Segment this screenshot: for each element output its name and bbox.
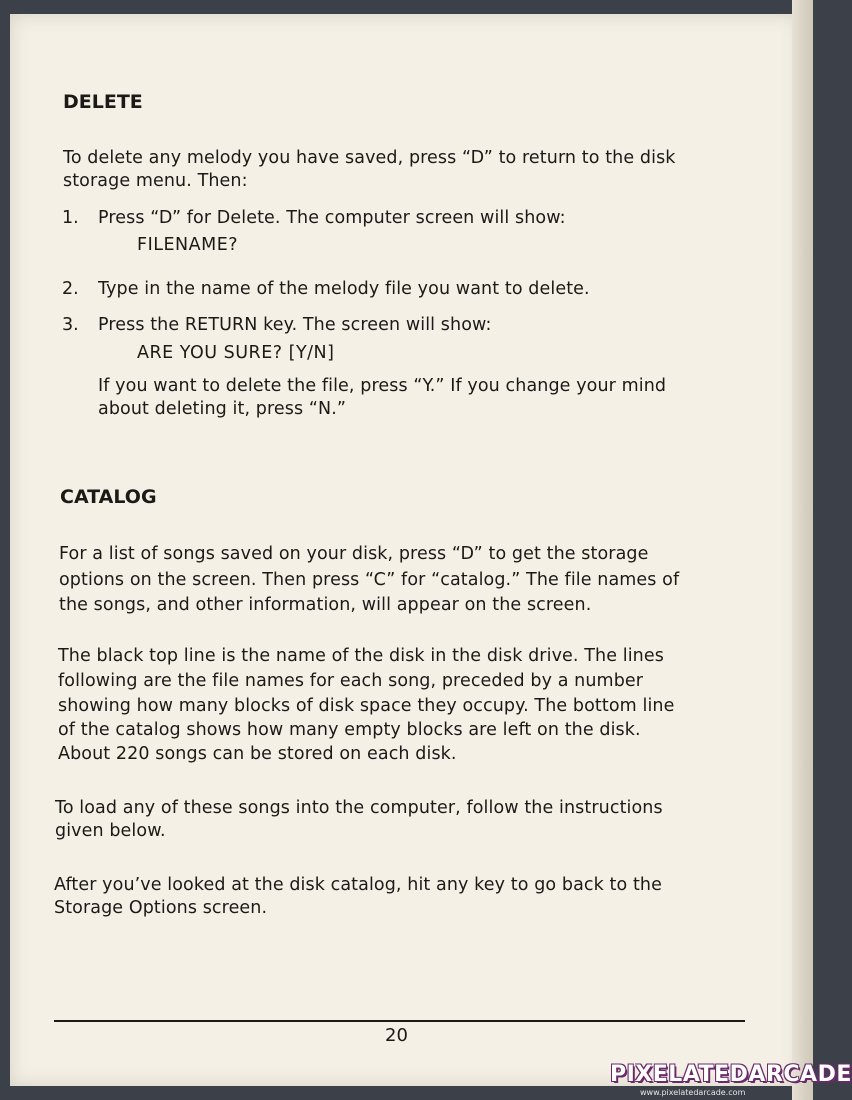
catalog-p3-line1: To load any of these songs into the computer, follow the instructions (55, 798, 663, 818)
catalog-p3-line2: given below. (55, 821, 166, 841)
booklet-spine (792, 0, 813, 1100)
catalog-p1-line2: options on the screen. Then press “C” for “catalog.” The file names of (59, 570, 680, 590)
step3-number: 3. (62, 315, 79, 335)
step2-number: 2. (62, 279, 79, 299)
page-number: 20 (385, 1025, 408, 1046)
watermark-url: www.pixelatedarcade.com (640, 1088, 746, 1097)
watermark-logo: PIXELATEDARCADE (610, 1062, 852, 1087)
catalog-p2-line1: The black top line is the name of the disk in the disk drive. The lines (58, 646, 664, 666)
catalog-p4-line2: Storage Options screen. (54, 898, 268, 918)
step3-screen-text: ARE YOU SURE? [Y/N] (137, 343, 335, 363)
catalog-p2-line3: showing how many blocks of disk space they occupy. The bottom line (58, 696, 675, 716)
catalog-p1-line1: For a list of songs saved on your disk, press “D” to get the storage (59, 544, 649, 564)
footer-rule (54, 1020, 745, 1022)
delete-intro-line2: storage menu. Then: (63, 171, 248, 191)
step3-text: Press the RETURN key. The screen will show: (98, 315, 492, 335)
step2-text: Type in the name of the melody file you want to delete. (98, 279, 590, 299)
step1-number: 1. (62, 208, 79, 228)
step3-note-line2: about deleting it, press “N.” (98, 399, 347, 419)
step3-note-line1: If you want to delete the file, press “Y.” If you change your mind (98, 376, 667, 396)
delete-heading: DELETE (63, 91, 143, 113)
manual-page (10, 14, 800, 1086)
catalog-heading: CATALOG (60, 486, 157, 508)
catalog-p2-line5: About 220 songs can be stored on each disk. (58, 744, 457, 764)
delete-intro-line1: To delete any melody you have saved, press “D” to return to the disk (63, 148, 676, 168)
page-content (10, 14, 800, 1086)
catalog-p2-line2: following are the file names for each song, preceded by a number (58, 671, 644, 691)
catalog-p1-line3: the songs, and other information, will appear on the screen. (59, 595, 592, 615)
step1-text: Press “D” for Delete. The computer screen will show: (98, 208, 566, 228)
catalog-p2-line4: of the catalog shows how many empty blocks are left on the disk. (58, 720, 641, 740)
catalog-p4-line1: After you’ve looked at the disk catalog, hit any key to go back to the (54, 875, 662, 895)
step1-screen-text: FILENAME? (137, 235, 239, 255)
